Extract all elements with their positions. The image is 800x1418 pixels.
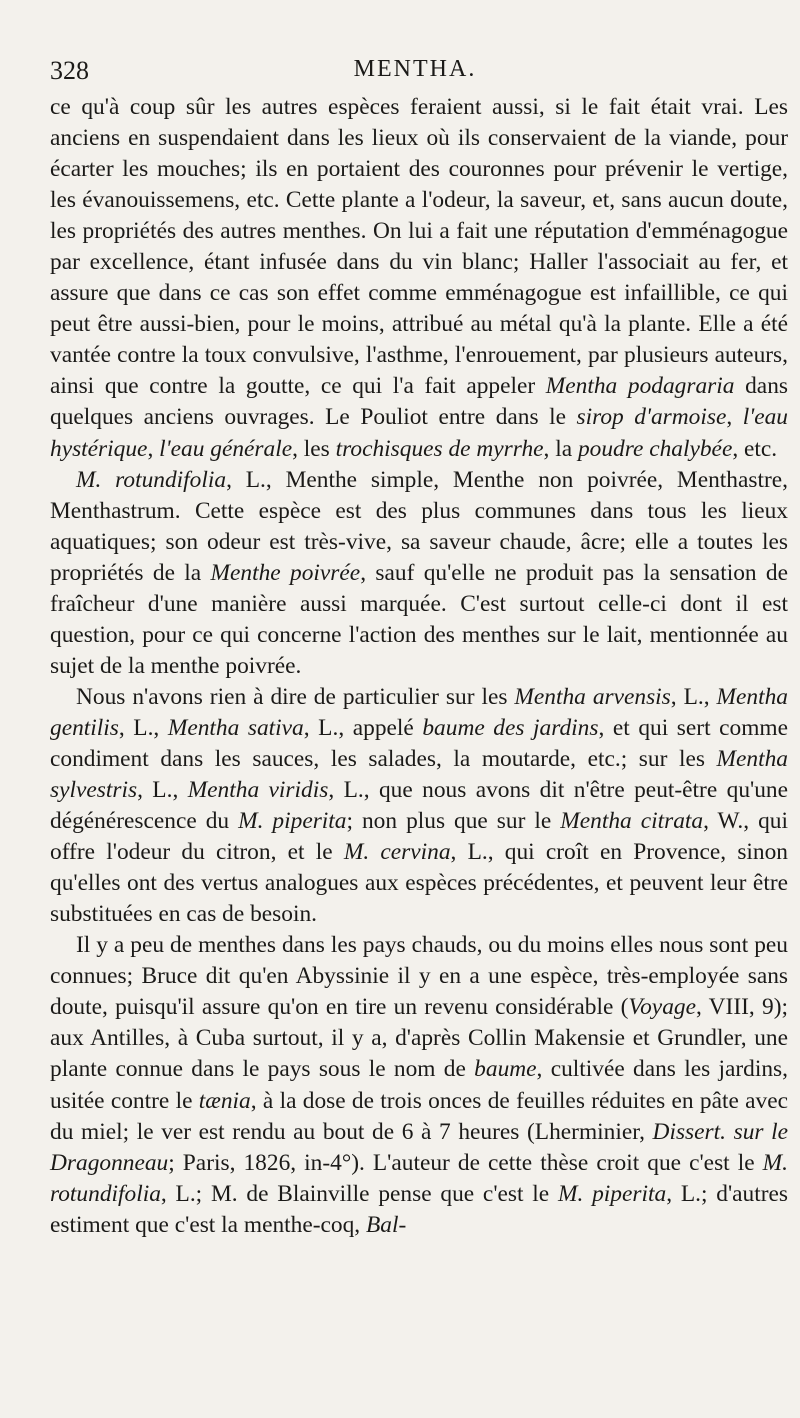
italic-run: M. piperita [557, 1180, 667, 1207]
italic-run: l'eau générale [159, 435, 293, 462]
text-run: dans quelques anciens ouvrages. Le Pouliot entre dans le [50, 373, 788, 431]
italic-run: tænia [198, 1087, 251, 1114]
body-text [50, 92, 788, 1241]
text-run: , VIII, 9); aux Antilles, à Cuba surtout, il y a, d'après Collin Makensie et Grundler, une plante connue dans le pays sous le nom de [50, 994, 788, 1083]
text-run: , à la dose de trois onces de feuilles réduites en pâte avec du miel; le ver est rendu au bout de 6 à 7 heures (Lherminier, [50, 1087, 788, 1145]
italic-run: Mentha citrata [560, 808, 704, 835]
italic-run: trochisques de myrrhe [335, 435, 544, 462]
italic-run: Mentha gentilis [50, 683, 788, 741]
paragraph [50, 682, 788, 930]
text-run: , L., appelé [303, 714, 423, 741]
text-run: , L.; M. de Blainville pense que c'est le [160, 1180, 558, 1207]
italic-run: Mentha viridis [187, 777, 329, 804]
text-run: , L., [118, 714, 168, 741]
text-run: Il y a peu de menthes dans les pays chauds, ou du moins elles nous sont peu connues; Bruce dit qu'en Abyssinie il y en a une espèce, très-employée sans doute, puisqu'il assure qu'on en tire un revenu considérable ( [50, 932, 788, 1021]
italic-run: sirop d'armoise [576, 404, 727, 431]
text-run: , L., Menthe simple, Menthe non poivrée, Menthastre, Menthastrum. Cette espèce est des plus communes dans tous les lieux aquatiques; son odeur est très-vive, sa saveur chaude, âcre; elle a toutes les propriétés de la [50, 466, 788, 586]
text-run: , L., qui croît en Provence, sinon qu'elles ont des vertus analogues aux espèces précédentes, et peuvent leur être substituées en cas de besoin. [50, 839, 789, 928]
text-run: , la [543, 435, 578, 462]
text-run: , L.; d'autres estiment que c'est la menthe-coq, [50, 1180, 789, 1238]
italic-run: poudre chalybée [577, 435, 733, 462]
text-run: Nous n'avons rien à dire de particulier sur les [76, 683, 515, 710]
text-run: , et qui sert comme condiment dans les sauces, les salades, la moutarde, etc.; sur les [50, 714, 788, 772]
italic-run: l'eau hystérique [50, 404, 788, 462]
italic-run: Mentha podagraria [545, 373, 735, 400]
text-run: , sauf qu'elle ne produit pas la sensation de fraîcheur d'une manière aussi marquée. C'est surtout celle-ci dont il est question, pour ce qui concerne l'action des menthes sur le lait, mentionnée au sujet de la menthe poivrée. [50, 559, 789, 679]
page-header [50, 52, 780, 92]
text-run: ; non plus que sur le [346, 808, 561, 835]
italic-run: M. rotundifolia [76, 466, 227, 493]
text-run: , etc. [732, 435, 778, 462]
text-run: , [147, 435, 160, 462]
text-run: , L., [670, 683, 717, 710]
paragraph [50, 465, 788, 682]
italic-run: Voyage [628, 994, 696, 1021]
text-run: , W., qui offre l'odeur du citron, et le [50, 808, 788, 866]
text-run: , [726, 404, 743, 431]
text-run: , les [292, 435, 336, 462]
text-run: , L., [137, 777, 188, 804]
italic-run: Dissert. sur le Dragonneau [50, 1118, 788, 1176]
italic-run: M. cervina [343, 839, 451, 866]
running-head: MENTHA. [353, 56, 477, 82]
italic-run: baume [474, 1056, 537, 1083]
italic-run: Mentha sylvestris [50, 745, 788, 804]
text-run: , cultivée dans les jardins, usitée contre le [50, 1056, 788, 1114]
text-run: , L., que nous avons dit n'être peut-être qu'une dégénérescence du [50, 777, 789, 835]
text-run: ce qu'à coup sûr les autres espèces feraient aussi, si le fait était vrai. Les anciens en suspendaient dans les lieux où ils conservaient de la viande, pour écarter les mouches; ils en portaient des couronnes pour prévenir le vertige, les évanouissemens, etc. Cette plante a l'odeur, la saveur, et, sans aucun doute, les propriétés des autres menthes. On lui a fait une réputation d'emménagogue par excellence, étant infusée dans du vin blanc; Haller l'associait au fer, et assure que dans ce cas son effet comme emménagogue est infaillible, ce qui peut être aussi-bien, pour le moins, attribué au métal qu'à la plante. Elle a été vantée contre la toux convulsive, l'asthme, l'enrouement, par plusieurs auteurs, ainsi que contre la goutte, ce qui l'a fait appeler [50, 94, 788, 400]
italic-run: Mentha arvensis [514, 683, 671, 710]
text-run: ; Paris, 1826, in-4°). L'auteur de cette thèse croit que c'est le [168, 1149, 763, 1176]
page-number: 328 [50, 56, 89, 85]
paragraph [50, 930, 788, 1240]
paragraph [50, 92, 788, 465]
italic-run: M. piperita [238, 808, 347, 835]
italic-run: Mentha sativa [167, 714, 304, 741]
italic-run: Menthe poivrée [210, 559, 361, 586]
italic-run: M. rotundifolia [50, 1149, 788, 1207]
italic-run: Bal- [365, 1211, 407, 1238]
italic-run: baume des jardins [422, 714, 599, 741]
